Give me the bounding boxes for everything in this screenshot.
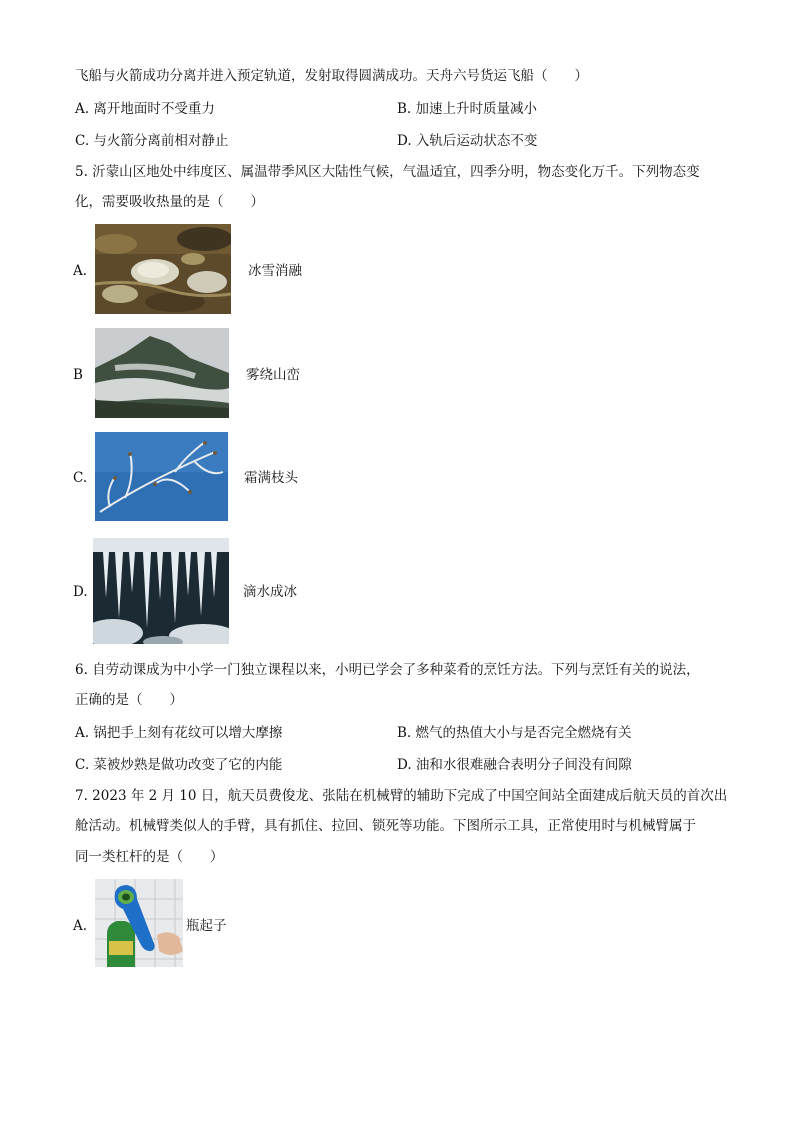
q5-option-d-letter[interactable]: D. xyxy=(73,584,88,600)
q4-option-d[interactable]: D. 入轨后运动状态不变 xyxy=(397,133,538,149)
melting-ice-photo xyxy=(95,224,231,314)
q6-option-a[interactable]: A. 锅把手上刻有花纹可以增大摩擦 xyxy=(75,725,283,741)
foggy-mountain-photo xyxy=(95,328,229,418)
bottle-opener-photo xyxy=(95,879,183,967)
q7-option-a-letter[interactable]: A. xyxy=(73,918,88,934)
q6-option-c[interactable]: C. 菜被炒熟是做功改变了它的内能 xyxy=(75,757,283,773)
q6-stem-line2: 正确的是（ ） xyxy=(75,692,183,708)
q7-option-a-caption: 瓶起子 xyxy=(186,918,227,934)
q5-option-b-letter[interactable]: B xyxy=(73,367,83,383)
q6-option-d[interactable]: D. 油和水很难融合表明分子间没有间隙 xyxy=(397,757,632,773)
q7-stem-line3: 同一类杠杆的是（ ） xyxy=(75,849,224,865)
q5-stem-line2: 化，需要吸收热量的是（ ） xyxy=(75,194,264,210)
q4-option-a[interactable]: A. 离开地面时不受重力 xyxy=(75,101,215,117)
frosty-branches-photo xyxy=(95,432,228,521)
q5-option-c-letter[interactable]: C. xyxy=(73,470,88,486)
q5-option-b-caption: 雾绕山峦 xyxy=(246,367,300,383)
q4-stem: 飞船与火箭成功分离并进入预定轨道，发射取得圆满成功。天舟六号货运飞船（ ） xyxy=(75,68,588,84)
q4-option-b[interactable]: B. 加速上升时质量减小 xyxy=(397,101,538,117)
q7-stem-line1: 7. 2023 年 2 月 10 日，航天员费俊龙、张陆在机械臂的辅助下完成了中国空间站全面建成后航天员的首次出 xyxy=(75,788,728,804)
q7-stem-line2: 舱活动。机械臂类似人的手臂，具有抓住、拉回、锁死等功能。下图所示工具，正常使用时与机械臂属于 xyxy=(75,818,696,834)
q5-stem-line1: 5. 沂蒙山区地处中纬度区、属温带季风区大陆性气候，气温适宜，四季分明，物态变化万千。下列物态变 xyxy=(75,164,700,180)
q5-option-a-letter[interactable]: A. xyxy=(73,263,88,279)
q5-option-d-caption: 滴水成冰 xyxy=(243,584,297,600)
q4-option-c[interactable]: C. 与火箭分离前相对静止 xyxy=(75,133,229,149)
q6-stem-line1: 6. 自劳动课成为中小学一门独立课程以来，小明已学会了多种菜肴的烹饪方法。下列与烹饪有关的说法， xyxy=(75,662,700,678)
q6-option-b[interactable]: B. 燃气的热值大小与是否完全燃烧有关 xyxy=(397,725,632,741)
q5-option-c-caption: 霜满枝头 xyxy=(244,470,298,486)
icicles-photo xyxy=(93,538,229,644)
q5-option-a-caption: 冰雪消融 xyxy=(248,263,302,279)
